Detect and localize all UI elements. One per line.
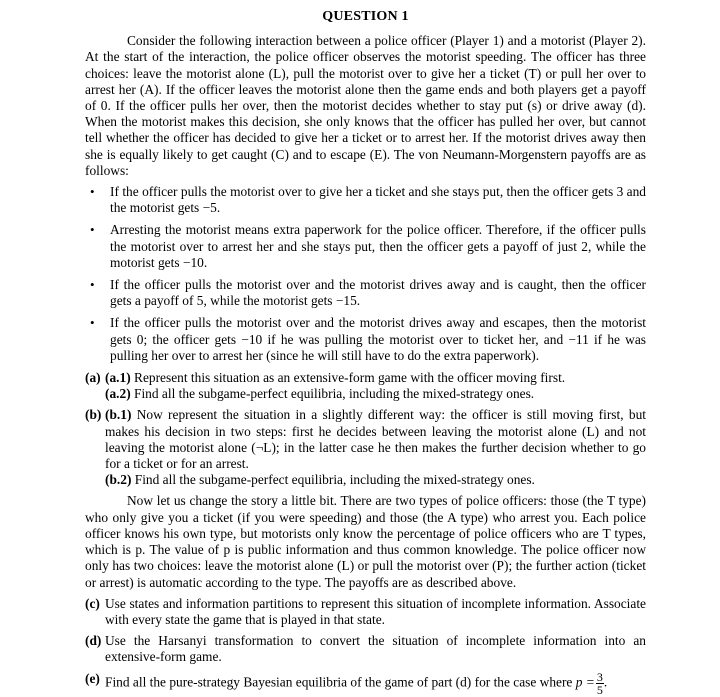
payoff-list [85, 184, 646, 364]
part-e [85, 671, 646, 696]
part-a-sub2: (a.2) Find all the subgame-perfect equilibria, including the mixed-strategy ones. [105, 386, 535, 402]
payoff-item [85, 315, 646, 364]
fraction-three-fifths [596, 671, 604, 696]
parts-cde-list [85, 596, 646, 696]
fraction-denominator: 5 [596, 682, 603, 697]
part-d-label: (d) [85, 633, 102, 649]
payoff-item [85, 222, 646, 271]
parts-ab-list [85, 370, 646, 488]
story-paragraph: Now let us change the story a little bit. There are two types of police officers: those (the T type) who only give you a ticket (if you were speeding) and those (the A type) who arrest you. Each police officer knows his own type, but motorists only know the percentage of police officers who are T types, which is p. The value of p is public information and thus common knowledge. The police officer now only has two choices: leave the motorist alone (L) or pull the motorist over (P); the further action (ticket or arrest) is automatic according to the type. The payoffs are as described above. [85, 493, 646, 590]
part-e-end: . [603, 674, 608, 690]
question-title: QUESTION 1 [322, 9, 409, 24]
part-e-p-equals: p = [575, 674, 595, 690]
intro-paragraph: Consider the following interaction between a police officer (Player 1) and a motorist (Player 2). At the start of the interaction, the police officer observes the motorist speeding. The officer has three choices: leave the motorist alone (L), pull the motorist over to give her a ticket (T) or pull her over to arrest her (A). If the officer leaves the motorist alone then the game ends and both players get a payoff of 0. If the officer pulls her over, then the motorist decides whether to stay put (s) or drive away (d). When the motorist makes this decision, she only knows that the officer has pulled her over, but cannot tell whether the officer has decided to give her a ticket or to arrest her. If the motorist drives away then she is equally likely to get caught (C) and to escape (E). The von Neumann-Morgenstern payoffs are as follows: [85, 33, 646, 178]
part-e-label: (e) [85, 670, 100, 686]
bullet-icon: • [90, 222, 95, 238]
part-b-sub1: (b.1) Now represent the situation in a slightly different way: the officer is still moving first, but makes his decision in two steps: first he decides between leaving the motorist alone (L) and not leaving the motorist alone (¬L); in the latter case he then makes the further decision whether to go for a ticket or for an arrest. [105, 407, 646, 472]
payoff-item [85, 277, 646, 309]
bullet-icon: • [90, 277, 95, 293]
part-c-text: Use states and information partitions to represent this situation of incomplete information. Associate with every state the game that is played in that state. [105, 595, 646, 627]
payoff-text: Arresting the motorist means extra paperwork for the police officer. Therefore, if the officer pulls the motorist over to arrest her and she stays put, then the officer gets a payoff of just 2, while the motorist gets −10. [110, 222, 646, 270]
part-a-label: (a) [85, 370, 101, 386]
part-c-label: (c) [85, 595, 100, 611]
payoff-text: If the officer pulls the motorist over and the motorist drives away and escapes, then the motorist gets 0; the officer gets −10 if he was pulling the motorist over to ticket her, and −11 if he was pulling her over to arrest her (since he will still have to do the extra paperwork). [110, 315, 646, 363]
part-d-text: Use the Harsanyi transformation to convert the situation of incomplete information into an extensive-form game. [105, 633, 646, 665]
part-c [85, 596, 646, 628]
part-a-sub1: (a.1) Represent this situation as an extensive-form game with the officer moving first. [105, 370, 566, 386]
payoff-text: If the officer pulls the motorist over to give her a ticket and she stays put, then the officer gets 3 and the motorist gets −5. [110, 184, 646, 216]
part-d [85, 633, 646, 665]
part-a [85, 370, 646, 402]
bullet-icon: • [90, 184, 95, 200]
payoff-item [85, 184, 646, 216]
fraction-numerator: 3 [596, 669, 603, 684]
bullet-icon: • [90, 315, 95, 331]
part-b-label: (b) [85, 407, 102, 423]
payoff-text: If the officer pulls the motorist over and the motorist drives away and is caught, then the officer gets a payoff of 5, while the motorist gets −15. [110, 277, 646, 309]
part-e-text: Find all the pure-strategy Bayesian equilibria of the game of part (d) for the case where [105, 674, 576, 690]
part-b-sub2: (b.2) Find all the subgame-perfect equilibria, including the mixed-strategy ones. [105, 472, 535, 488]
part-b [85, 407, 646, 488]
